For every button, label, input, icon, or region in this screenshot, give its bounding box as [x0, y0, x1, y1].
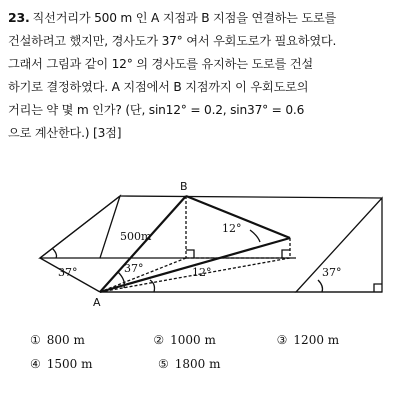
- question-line-1: [8, 6, 408, 30]
- choice-1-mark: ①: [30, 333, 41, 347]
- right-angle-mark-3: [374, 284, 382, 292]
- right-angle-mark-2: [282, 250, 290, 258]
- question-text: [8, 6, 408, 145]
- choice-2-value: 1000 m: [170, 333, 216, 347]
- angle-arc-right: [318, 280, 323, 292]
- choice-4-value: 1500 m: [46, 357, 93, 371]
- label-500m: 500m: [120, 230, 152, 243]
- choice-4-mark: ④: [30, 357, 41, 371]
- choice-1-value: 800 m: [46, 333, 85, 347]
- choice-2-mark: ②: [153, 333, 165, 347]
- choice-4[interactable]: [30, 357, 158, 371]
- choice-3-mark: ③: [276, 333, 288, 347]
- label-angle-37-left: 37°: [58, 266, 78, 279]
- question-line-1-text: 직선거리가 500 m 인 A 지점과 B 지점을 연결하는 도로를: [32, 11, 337, 25]
- choice-5[interactable]: [158, 357, 286, 371]
- angle-arc-bottom: [150, 280, 155, 292]
- question-line-6: 으로 계산한다.) [3점]: [8, 126, 122, 140]
- choice-1[interactable]: [30, 333, 153, 347]
- label-a: A: [93, 296, 101, 309]
- question-number: 23.: [8, 10, 30, 25]
- choice-5-value: 1800 m: [174, 357, 221, 371]
- question-line-2: 건설하려고 했지만, 경사도가 37° 여서 우회도로가 필요하였다.: [8, 34, 337, 48]
- label-angle-12-top: 12°: [222, 222, 242, 235]
- question-line-3: 그래서 그림과 같이 12° 의 경사도를 유지하는 도로를 건설: [8, 57, 314, 71]
- question-line-4: 하기로 결정하였다. A 지점에서 B 지점까지 이 우회도로의: [8, 80, 309, 94]
- choice-3-value: 1200 m: [293, 333, 340, 347]
- choice-row-1: [30, 328, 400, 352]
- label-angle-12-bottom: 12°: [192, 266, 212, 279]
- slope-diagram-svg: [0, 176, 412, 316]
- angle-arc-left: [52, 248, 57, 258]
- slope-diagram: [0, 176, 412, 316]
- choice-2[interactable]: [153, 333, 276, 347]
- road-ab-direct: [100, 196, 186, 292]
- choice-row-2: [30, 352, 400, 376]
- top-ridge-edge: [120, 196, 382, 198]
- choice-5-mark: ⑤: [158, 357, 169, 371]
- answer-choices: [30, 328, 400, 376]
- label-angle-37-mid: 37°: [124, 262, 144, 275]
- choice-3[interactable]: [277, 333, 400, 347]
- label-b: B: [180, 180, 188, 193]
- question-line-5: 거리는 약 몇 m 인가? (단, sin12° = 0.2, sin37° = 0.6: [8, 103, 305, 117]
- angle-arc-top: [250, 230, 260, 242]
- label-angle-37-right: 37°: [322, 266, 342, 279]
- right-angle-mark-1: [186, 250, 194, 258]
